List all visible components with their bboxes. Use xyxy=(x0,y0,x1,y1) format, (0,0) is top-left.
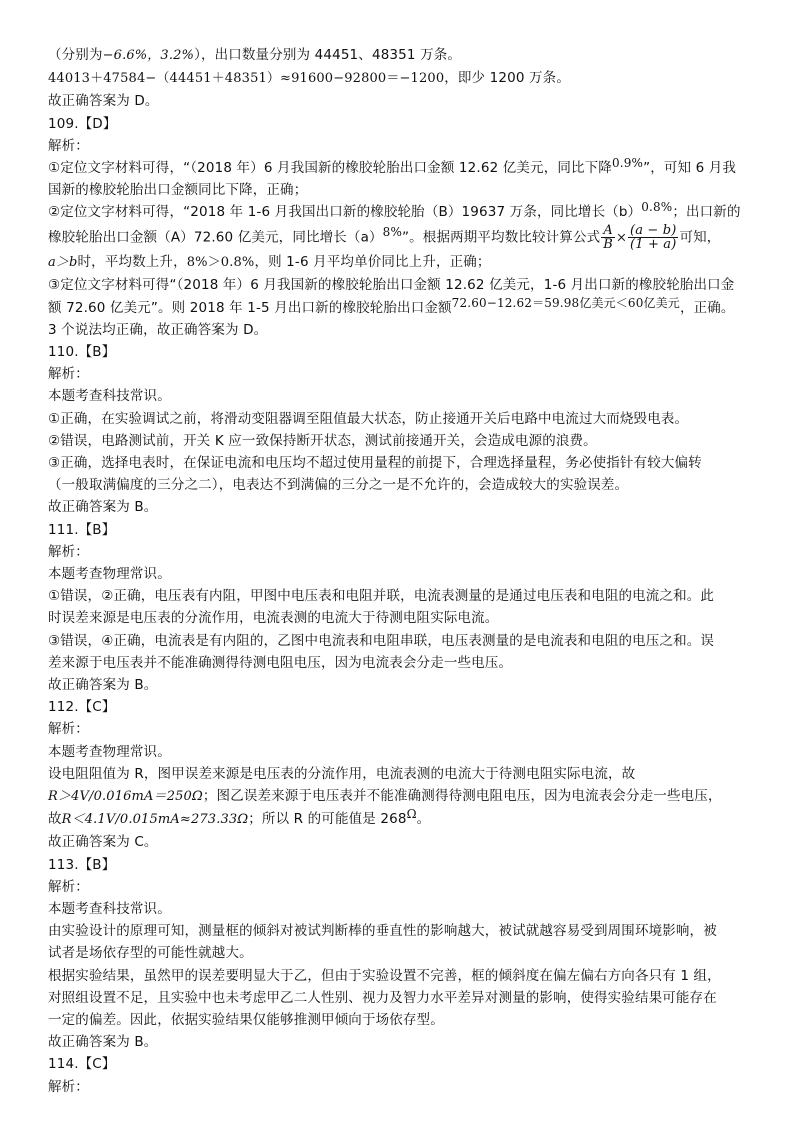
answer-line: 故正确答案为 B。 xyxy=(48,499,158,516)
question-heading-114: 114.【C】 xyxy=(48,1056,116,1073)
analysis-label: 解析： xyxy=(48,543,89,560)
answer-line: 故正确答案为 B。 xyxy=(48,676,158,693)
text-line: R＞4V/0.016mA＝250Ω；图乙误差来源于电压表并不能准确测得待测电阻电压，因为电流表会分走一些电压， xyxy=(48,788,722,804)
text-line: 故R＜4.1V/0.015mA≈273.33Ω；所以 R 的可能值是 268Ω。 xyxy=(48,807,431,828)
text-line: 本题考查科技常识。 xyxy=(48,388,171,405)
text-line: a＞b时，平均数上升，8%＞0.8%，则 1-6 月平均单价同比上升，正确； xyxy=(48,254,491,271)
text-line: 本题考查科技常识。 xyxy=(48,901,171,918)
question-heading-111: 111.【B】 xyxy=(48,521,116,538)
text-line: ①正确，在实验调试之前，将滑动变阻器调至阻值最大状态，防止接通开关后电路中电流过大而烧毁电表。 xyxy=(48,410,689,427)
text-line: 设电阻阻值为 R，图甲误差来源是电压表的分流作用，电流表测的电流大于待测电阻实际电流，故 xyxy=(48,765,636,782)
question-heading-109: 109.【D】 xyxy=(48,115,117,132)
text-line: 根据实验结果，虽然甲的误差要明显大于乙，但由于实验设置不完善，框的倾斜度在偏左偏右方向各只有 1 组， xyxy=(48,967,721,984)
question-heading-112: 112.【C】 xyxy=(48,699,116,716)
analysis-label: 解析： xyxy=(48,721,89,738)
analysis-label: 解析： xyxy=(48,878,89,895)
answer-line: 故正确答案为 B。 xyxy=(48,1034,158,1051)
text-line: ②错误，电路测试前，开关 K 应一致保持断开状态，测试前接通开关，会造成电源的浪费。 xyxy=(48,432,597,449)
text-line: （一般取满偏度的三分之二），电表达不到满偏的三分之一是不允许的，会造成较大的实验误差。 xyxy=(48,477,629,494)
text-line-with-formula: 橡胶轮胎出口金额（A）72.60 亿美元，同比增长（a）8%”。根据两期平均数比较计算公式 $\frac{A}{B}$ × $\frac{(a - b)}{(1 + a)}$ 可知， xyxy=(48,222,721,252)
answer-explanation-page xyxy=(48,44,760,1098)
text-line: 本题考查物理常识。 xyxy=(48,565,171,582)
text-line: 额 72.60 亿美元”。则 2018 年 1-5 月出口新的橡胶轮胎出口金额72.60−12.62＝59.98亿美元＜60亿美元，正确。 xyxy=(48,295,735,316)
text-line: ③定位文字材料可得“（2018 年）6 月我国新的橡胶轮胎出口金额 12.62 亿美元，1-6 月出口新的橡胶轮胎出口金 xyxy=(48,277,735,294)
answer-line: 3 个说法均正确，故正确答案为 D。 xyxy=(48,321,268,338)
text-line: ①错误，②正确，电压表有内阻，甲图中电压表和电阻并联，电流表测量的是通过电压表和电阻的电流之和。此 xyxy=(48,588,715,605)
text-line: ①定位文字材料可得，“（2018 年）6 月我国新的橡胶轮胎出口金额 12.62 亿美元，同比下降0.9%”，可知 6 月我 xyxy=(48,156,737,177)
analysis-label: 解析： xyxy=(48,137,89,154)
fraction-growth-formula: $\frac{(a - b)}{(1 + a)}$ xyxy=(630,222,677,252)
text-line: 时误差来源是电压表的分流作用，电流表测的电流大于待测电阻实际电流。 xyxy=(48,610,499,627)
text-line: ③正确，选择电表时，在保证电流和电压均不超过使用量程的前提下，合理选择量程，务必使指针有较大偏转 xyxy=(48,454,702,471)
text-line: 国新的橡胶轮胎出口金额同比下降，正确； xyxy=(48,182,308,199)
text-line: （分别为−6.6%，3.2%），出口数量分别为 44451、48351 万条。 xyxy=(48,47,462,63)
text-line: 一定的偏差。因此，依据实验结果仅能够推测甲倾向于场依存型。 xyxy=(48,1012,444,1029)
fraction-a-over-b: $\frac{A}{B}$ xyxy=(603,222,613,252)
text-line: 试者是场依存型的可能性就越大。 xyxy=(48,945,253,962)
text-line: ②定位文字材料可得，“2018 年 1-6 月我国出口新的橡胶轮胎（B）19637 万条，同比增长（b）0.8%；出口新的 xyxy=(48,200,741,221)
text-line: ③错误，④正确，电流表是有内阻的，乙图中电流表和电阻串联，电压表测量的是电流表和电阻的电压之和。误 xyxy=(48,632,715,649)
text-line: 44013＋47584−（44451＋48351）≈91600−92800＝−1200，即少 1200 万条。 xyxy=(48,70,570,87)
text-line: 对照组设置不足，且实验中也未考虑甲乙二人性别、视力及智力水平差异对测量的影响，使得实验结果可能存在 xyxy=(48,989,717,1006)
text-line: 差来源于电压表并不能准确测得待测电阻电压，因为电流表会分走一些电压。 xyxy=(48,654,513,671)
question-heading-110: 110.【B】 xyxy=(48,343,116,360)
text-line: 由实验设计的原理可知，测量框的倾斜对被试判断棒的垂直性的影响越大，被试就越容易受到周围环境影响，被 xyxy=(48,923,717,940)
question-heading-113: 113.【B】 xyxy=(48,856,116,873)
answer-line: 故正确答案为 C。 xyxy=(48,834,158,851)
answer-line: 故正确答案为 D。 xyxy=(48,93,159,110)
text-line: 本题考查物理常识。 xyxy=(48,743,171,760)
analysis-label: 解析： xyxy=(48,1078,89,1095)
analysis-label: 解析： xyxy=(48,366,89,383)
